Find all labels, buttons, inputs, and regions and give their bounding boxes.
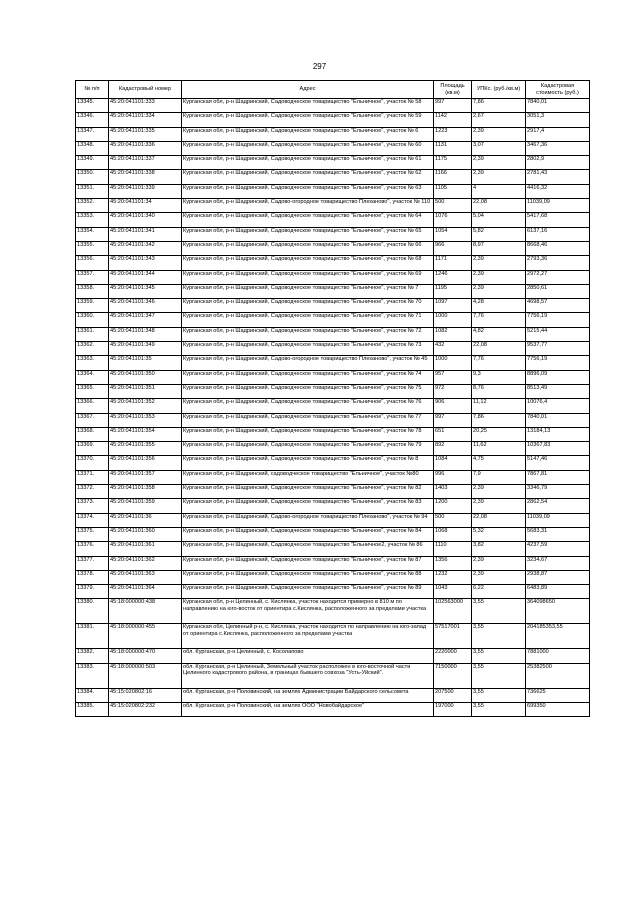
table-row xyxy=(76,327,590,341)
cell-cadastral-value: 3346,79 xyxy=(526,485,590,499)
cell-area: 1000 xyxy=(434,313,472,327)
table-row xyxy=(76,241,590,255)
cell-cadastral-value: 6483,89 xyxy=(526,585,590,599)
cell-row-number: 13364. xyxy=(76,370,109,384)
table-row xyxy=(76,688,590,702)
cell-area: 500 xyxy=(434,199,472,213)
cell-area: 972 xyxy=(434,384,472,398)
cell-cadastral-number: 45:20:041101:351 xyxy=(109,384,182,398)
cell-row-number: 13356. xyxy=(76,256,109,270)
cell-address: Курганская обл, р-н Шадринский, Садово-огородное товарищество Плеханово", участок № 110 xyxy=(182,199,434,213)
cell-cadastral-value: 7881000 xyxy=(526,649,590,663)
cell-address: Курганская обл, р-н Целинный, с. Кислянка, участок находится примерно в 810 м по направлению на юго-восток от ориентира с.Кислянка, расположенного за пределами участка xyxy=(182,599,434,624)
cell-row-number: 13374. xyxy=(76,513,109,527)
table-row xyxy=(76,127,590,141)
cell-cadastral-value: 25382500 xyxy=(526,663,590,688)
cell-cadastral-value: 5215,44 xyxy=(526,327,590,341)
cell-cadastral-value: 7840,01 xyxy=(526,413,590,427)
cell-area: 1223 xyxy=(434,127,472,141)
cell-upks: 2,39 xyxy=(472,570,526,584)
cell-cadastral-value: 7756,19 xyxy=(526,313,590,327)
cell-cadastral-value: 8668,46 xyxy=(526,241,590,255)
cell-cadastral-value: 11039,09 xyxy=(526,199,590,213)
cell-upks: 2,39 xyxy=(472,127,526,141)
cell-address: обл. Курганская, р-н Целинный, Земельный участок расположен в юго-восточной части Целинного кадастрового района, в границах бывшего совхоза "Усть-Уйский". xyxy=(182,663,434,688)
cell-area: 1054 xyxy=(434,227,472,241)
cell-address: Курганская обл, р-н Шадринский, Садоводческое товарищество "Ельничное", участок № 83 xyxy=(182,499,434,513)
cell-upks: 8,97 xyxy=(472,241,526,255)
cell-cadastral-value: 10076,4 xyxy=(526,399,590,413)
page-number: 297 xyxy=(312,62,327,71)
table-row xyxy=(76,513,590,527)
cell-cadastral-number: 45:20:041101:358 xyxy=(109,485,182,499)
cell-area: 1105 xyxy=(434,184,472,198)
cell-area: 500 xyxy=(434,513,472,527)
cell-cadastral-number: 45:20:041101:359 xyxy=(109,499,182,513)
cell-address: Курганская обл, р-н Шадринский, Садоводческое товарищество "Ельничное", участок № 73 xyxy=(182,342,434,356)
cell-area: 1171 xyxy=(434,256,472,270)
cell-row-number: 13383. xyxy=(76,663,109,688)
cell-row-number: 13347. xyxy=(76,127,109,141)
table-row xyxy=(76,213,590,227)
cell-row-number: 13365. xyxy=(76,384,109,398)
cell-cadastral-number: 45:20:041101:349 xyxy=(109,342,182,356)
cell-row-number: 13378. xyxy=(76,570,109,584)
cell-area: 1110 xyxy=(434,542,472,556)
cell-cadastral-number: 45:20:041101:340 xyxy=(109,213,182,227)
table-header-row xyxy=(76,81,590,99)
table-row xyxy=(76,370,590,384)
cell-row-number: 13353. xyxy=(76,213,109,227)
cell-address: Курганская обл, р-н Шадринский, Садоводческое товарищество "Ельничное", участок № 71 xyxy=(182,313,434,327)
table-row xyxy=(76,499,590,513)
cell-cadastral-value: 2972,27 xyxy=(526,270,590,284)
cell-cadastral-number: 45:18:000000:503 xyxy=(109,663,182,688)
cell-row-number: 13384. xyxy=(76,688,109,702)
cadastral-table xyxy=(75,80,590,717)
cell-cadastral-value: 7756,19 xyxy=(526,356,590,370)
cell-upks: 2,39 xyxy=(472,499,526,513)
cell-row-number: 13382. xyxy=(76,649,109,663)
cell-cadastral-number: 45:20:041101:36 xyxy=(109,513,182,527)
cell-cadastral-value: 3467,36 xyxy=(526,141,590,155)
cell-cadastral-number: 45:20:041101:335 xyxy=(109,127,182,141)
cell-upks: 22,08 xyxy=(472,342,526,356)
table-row xyxy=(76,99,590,113)
cell-area: 906 xyxy=(434,399,472,413)
cell-upks: 3,07 xyxy=(472,141,526,155)
cell-address: Курганская обл, р-н Шадринский, Садоводческое товарищество "Ельничное", участок № 84 xyxy=(182,527,434,541)
cell-upks: 3,55 xyxy=(472,649,526,663)
cell-row-number: 13346. xyxy=(76,113,109,127)
cell-address: Курганская обл, р-н Шадринский, Садоводческое товарищество "Ельничное", участок № 59 xyxy=(182,113,434,127)
cell-row-number: 13375. xyxy=(76,527,109,541)
cell-upks: 8,76 xyxy=(472,384,526,398)
cell-upks: 4 xyxy=(472,184,526,198)
cell-row-number: 13361. xyxy=(76,327,109,341)
table-row xyxy=(76,170,590,184)
cell-row-number: 13367. xyxy=(76,413,109,427)
cell-cadastral-number: 45:18:000000:438 xyxy=(109,599,182,624)
table-row xyxy=(76,663,590,688)
cell-upks: 7,76 xyxy=(472,356,526,370)
cell-upks: 5,32 xyxy=(472,527,526,541)
cell-row-number: 13377. xyxy=(76,556,109,570)
cell-address: Курганская обл, р-н Шадринский, Садоводческое товарищество "Ельничное", участок № 87 xyxy=(182,556,434,570)
table-row xyxy=(76,184,590,198)
cell-upks: 2,39 xyxy=(472,256,526,270)
cell-cadastral-number: 45:20:041101:343 xyxy=(109,256,182,270)
cell-address: Курганская обл, р-н Шадринский, садоводческое товарищество "Ельничное", участок №80 xyxy=(182,470,434,484)
cell-upks: 4,75 xyxy=(472,456,526,470)
cell-cadastral-value: 2793,36 xyxy=(526,256,590,270)
cell-cadastral-value: 2850,61 xyxy=(526,284,590,298)
cell-row-number: 13373. xyxy=(76,499,109,513)
cell-address: Курганская обл, р-н Шадринский, Садоводческое товарищество "Ельничное", участок № 64 xyxy=(182,213,434,227)
cell-cadastral-number: 45:20:041101:352 xyxy=(109,399,182,413)
cell-cadastral-value: 4416,32 xyxy=(526,184,590,198)
cell-cadastral-value: 8896,09 xyxy=(526,370,590,384)
cell-cadastral-number: 45:20:041101:346 xyxy=(109,299,182,313)
cell-area: 197000 xyxy=(434,702,472,716)
cell-row-number: 13355. xyxy=(76,241,109,255)
table-row xyxy=(76,199,590,213)
cell-area: 1068 xyxy=(434,527,472,541)
cell-address: Курганская обл, р-н Шадринский, Садоводческое товарищество "Ельничное", участок № 89 xyxy=(182,585,434,599)
cell-upks: 11,12 xyxy=(472,399,526,413)
cell-address: Курганская обл, р-н Шадринский, Садоводческое товарищество "Ельничное", участок № 74 xyxy=(182,370,434,384)
cell-cadastral-number: 45:20:041101:362 xyxy=(109,556,182,570)
cell-cadastral-value: 2802,9 xyxy=(526,156,590,170)
header-cadastral-value: Кадастровая стоимость (руб.) xyxy=(526,81,590,99)
cell-cadastral-value: 2917,4 xyxy=(526,127,590,141)
cell-address: Курганская обл, р-н Шадринский, Садоводческое товарищество "Ельничное", участок № 76 xyxy=(182,399,434,413)
table-row xyxy=(76,356,590,370)
cell-row-number: 13348. xyxy=(76,141,109,155)
cell-row-number: 13349. xyxy=(76,156,109,170)
cell-upks: 2,67 xyxy=(472,113,526,127)
cell-area: 207500 xyxy=(434,688,472,702)
cell-cadastral-number: 45:20:041101:342 xyxy=(109,241,182,255)
cell-upks: 2,39 xyxy=(472,170,526,184)
table-row xyxy=(76,542,590,556)
cell-area: 1166 xyxy=(434,170,472,184)
cell-area: 432 xyxy=(434,342,472,356)
cell-cadastral-number: 45:20:041101:363 xyxy=(109,570,182,584)
cell-cadastral-number: 45:20:041101:35 xyxy=(109,356,182,370)
cell-cadastral-value: 10367,83 xyxy=(526,442,590,456)
cell-upks: 22,08 xyxy=(472,199,526,213)
cell-upks: 20,25 xyxy=(472,427,526,441)
cell-cadastral-number: 45:20:041101:348 xyxy=(109,327,182,341)
table-row xyxy=(76,413,590,427)
cell-address: Курганская обл, р-н Шадринский, Садово-огородное товарищество Плеханово", участок № 94 xyxy=(182,513,434,527)
cell-cadastral-value: 699350 xyxy=(526,702,590,716)
cell-area: 1246 xyxy=(434,270,472,284)
cell-row-number: 13357. xyxy=(76,270,109,284)
cell-area: 1142 xyxy=(434,113,472,127)
cell-upks: 2,39 xyxy=(472,156,526,170)
cell-area: 651 xyxy=(434,427,472,441)
cell-cadastral-number: 45:20:041101:334 xyxy=(109,113,182,127)
cell-area: 2220000 xyxy=(434,649,472,663)
cell-row-number: 13379. xyxy=(76,585,109,599)
cell-cadastral-value: 8513,49 xyxy=(526,384,590,398)
cell-row-number: 13360. xyxy=(76,313,109,327)
cell-cadastral-value: 2781,43 xyxy=(526,170,590,184)
table-row xyxy=(76,570,590,584)
cell-upks: 4,82 xyxy=(472,327,526,341)
cell-row-number: 13345. xyxy=(76,99,109,113)
cell-address: Курганская обл, р-н Шадринский, Садоводческое товарищество "Ельничное", участок № 65 xyxy=(182,227,434,241)
table-row xyxy=(76,442,590,456)
cell-area: 1084 xyxy=(434,456,472,470)
table-row xyxy=(76,649,590,663)
cell-upks: 2,39 xyxy=(472,485,526,499)
cell-row-number: 13380. xyxy=(76,599,109,624)
cell-cadastral-value: 7867,81 xyxy=(526,470,590,484)
cell-area: 1175 xyxy=(434,156,472,170)
cell-cadastral-number: 45:20:041101:336 xyxy=(109,141,182,155)
cell-row-number: 13376. xyxy=(76,542,109,556)
cell-address: Курганская обл, р-н Шадринский, Садоводческое товарищество "Ельничное", участок № 58 xyxy=(182,99,434,113)
cell-area: 57517001 xyxy=(434,624,472,649)
cell-upks: 7,9 xyxy=(472,470,526,484)
cell-row-number: 13370. xyxy=(76,456,109,470)
cell-upks: 3,55 xyxy=(472,663,526,688)
cell-area: 957 xyxy=(434,370,472,384)
cell-area: 102563000 xyxy=(434,599,472,624)
cell-upks: 7,76 xyxy=(472,313,526,327)
cell-address: Курганская обл, р-н Шадринский, Садоводческое товарищество "Ельничное", участок № 66 xyxy=(182,241,434,255)
cell-upks: 6,22 xyxy=(472,585,526,599)
cell-cadastral-value: 2938,87 xyxy=(526,570,590,584)
cell-cadastral-number: 45:20:041101:339 xyxy=(109,184,182,198)
cell-cadastral-number: 45:18:000000:470 xyxy=(109,649,182,663)
cell-area: 997 xyxy=(434,99,472,113)
cell-address: Курганская обл, р-н Шадринский, Садоводческое товарищество "Ельничное", участок № 6 xyxy=(182,127,434,141)
cell-area: 1082 xyxy=(434,327,472,341)
cell-area: 1043 xyxy=(434,585,472,599)
header-area: Площадь (кв.м) xyxy=(434,81,472,99)
cell-area: 1200 xyxy=(434,499,472,513)
cell-address: Курганская обл, р-н Шадринский, Садоводческое товарищество "Ельничное", участок № 72 xyxy=(182,327,434,341)
cell-row-number: 13369. xyxy=(76,442,109,456)
cell-address: обл. Курганская, р-н Половинский, на землях ООО "Новобайдарское" xyxy=(182,702,434,716)
cell-cadastral-number: 45:18:000000:455 xyxy=(109,624,182,649)
cell-address: Курганская обл, р-н Шадринский, Садоводческое товарищество "Ельничное", участок № 68 xyxy=(182,256,434,270)
header-upks: УПКс. (руб./кв.м) xyxy=(472,81,526,99)
cell-row-number: 13359. xyxy=(76,299,109,313)
cell-row-number: 13354. xyxy=(76,227,109,241)
cell-area: 1403 xyxy=(434,485,472,499)
cell-row-number: 13350. xyxy=(76,170,109,184)
cell-cadastral-number: 45:20:041101:338 xyxy=(109,170,182,184)
cell-cadastral-value: 5147,46 xyxy=(526,456,590,470)
cell-cadastral-value: 5683,31 xyxy=(526,527,590,541)
table-row xyxy=(76,470,590,484)
cell-cadastral-number: 45:20:041101:355 xyxy=(109,442,182,456)
cell-area: 966 xyxy=(434,241,472,255)
cell-row-number: 13368. xyxy=(76,427,109,441)
table-row xyxy=(76,399,590,413)
cell-address: обл. Курганская, р-н Целинный, с. Косолапово xyxy=(182,649,434,663)
cell-upks: 3,55 xyxy=(472,688,526,702)
cell-area: 1076 xyxy=(434,213,472,227)
cell-area: 1000 xyxy=(434,356,472,370)
cell-upks: 3,55 xyxy=(472,702,526,716)
cell-cadastral-number: 45:20:041101:344 xyxy=(109,270,182,284)
cell-cadastral-number: 45:20:041101:350 xyxy=(109,370,182,384)
cell-row-number: 13362. xyxy=(76,342,109,356)
table-row xyxy=(76,599,590,624)
cell-upks: 11,62 xyxy=(472,442,526,456)
cell-cadastral-number: 45:20:041101:354 xyxy=(109,427,182,441)
cell-upks: 2,39 xyxy=(472,556,526,570)
cell-address: Курганская обл, р-н Шадринский, Садоводческое товарищество "Ельничное", участок № 7 xyxy=(182,284,434,298)
cell-cadastral-number: 45:20:041101:333 xyxy=(109,99,182,113)
cell-cadastral-number: 45:20:041101:360 xyxy=(109,527,182,541)
cell-address: Курганская обл, р-н Шадринский, Садоводческое товарищество "Ельничное", участок № 60 xyxy=(182,141,434,155)
cell-address: Курганская обл, р-н Шадринский, Садоводческое товарищество "Ельничное", участок № 78 xyxy=(182,427,434,441)
table-row xyxy=(76,527,590,541)
cell-cadastral-value: 3234,67 xyxy=(526,556,590,570)
cell-upks: 22,08 xyxy=(472,513,526,527)
cell-upks: 5,04 xyxy=(472,213,526,227)
table-row xyxy=(76,270,590,284)
cell-area: 1195 xyxy=(434,284,472,298)
cell-area: 996 xyxy=(434,470,472,484)
header-address: Адрес xyxy=(182,81,434,99)
cell-address: Курганская обл, р-н Шадринский, Садоводческое товарищество "Ельничное", участок № 70 xyxy=(182,299,434,313)
table-row xyxy=(76,342,590,356)
cell-address: Курганская обл, р-н Шадринский, Садоводческое товарищество "Ельничное", участок № 62 xyxy=(182,170,434,184)
cell-address: обл. Курганская, р-н Половинский, на землях Администрации Байдарского сельсовета xyxy=(182,688,434,702)
cell-area: 1232 xyxy=(434,570,472,584)
cell-cadastral-value: 6137,16 xyxy=(526,227,590,241)
cell-address: Курганская обл, р-н Шадринский, Садоводческое товарищество "Ельничное", участок № 82 xyxy=(182,485,434,499)
cell-upks: 3,82 xyxy=(472,542,526,556)
cell-upks: 7,86 xyxy=(472,413,526,427)
cell-cadastral-number: 45:20:041101:364 xyxy=(109,585,182,599)
cell-area: 1131 xyxy=(434,141,472,155)
table-row xyxy=(76,585,590,599)
cell-upks: 2,39 xyxy=(472,270,526,284)
table-row xyxy=(76,456,590,470)
header-cadastral-number: Кадастровый номер xyxy=(109,81,182,99)
table-row xyxy=(76,256,590,270)
cell-address: Курганская обл, р-н Шадринский, Садоводческое товарищество "Ельничное", участок № 69 xyxy=(182,270,434,284)
cell-address: Курганская обл, р-н Шадринский, Садово-огородное товарищество Плеханово", участок № 45 xyxy=(182,356,434,370)
cell-address: Курганская обл, р-н Шадринский, Садоводческое товарищество "Ельничное", участок № 79 xyxy=(182,442,434,456)
cell-row-number: 13385. xyxy=(76,702,109,716)
cell-cadastral-value: 204185353,55 xyxy=(526,624,590,649)
cell-cadastral-number: 45:20:041101:345 xyxy=(109,284,182,298)
cell-upks: 9,3 xyxy=(472,370,526,384)
table-row xyxy=(76,485,590,499)
cell-cadastral-number: 45:15:020802:16 xyxy=(109,688,182,702)
table-row xyxy=(76,427,590,441)
cell-area: 892 xyxy=(434,442,472,456)
cell-address: Курганская обл, р-н Шадринский, Садоводческое товарищество "Ельничное", участок № 88 xyxy=(182,570,434,584)
table-row xyxy=(76,156,590,170)
table-row xyxy=(76,702,590,716)
cell-upks: 4,28 xyxy=(472,299,526,313)
cell-cadastral-number: 45:20:041101:361 xyxy=(109,542,182,556)
cell-cadastral-value: 4698,57 xyxy=(526,299,590,313)
cell-row-number: 13366. xyxy=(76,399,109,413)
cell-cadastral-value: 364098650 xyxy=(526,599,590,624)
table-row xyxy=(76,624,590,649)
table-row xyxy=(76,299,590,313)
header-num: № п/п xyxy=(76,81,109,99)
table-row xyxy=(76,113,590,127)
cell-address: Курганская обл, р-н Шадринский, Садоводческое товарищество "Ельничное", участок № 8 xyxy=(182,456,434,470)
cell-row-number: 13381. xyxy=(76,624,109,649)
cell-cadastral-number: 45:15:020802:232 xyxy=(109,702,182,716)
cell-upks: 5,82 xyxy=(472,227,526,241)
cell-row-number: 13372. xyxy=(76,485,109,499)
cell-area: 1097 xyxy=(434,299,472,313)
cell-cadastral-value: 11039,09 xyxy=(526,513,590,527)
cell-address: Курганская обл, р-н Шадринский, Садоводческое товарищество "Ельничное", участок № 75 xyxy=(182,384,434,398)
table-row xyxy=(76,556,590,570)
cell-cadastral-value: 4237,59 xyxy=(526,542,590,556)
cell-cadastral-number: 45:20:041101:356 xyxy=(109,456,182,470)
table-row xyxy=(76,313,590,327)
cell-address: Курганская обл, р-н Шадринский, Садоводческое товарищество "Ельничное", участок № 63 xyxy=(182,184,434,198)
cell-address: Курганская обл, р-н Шадринский, Садоводческое товарищество "Ельничное", участок № 77 xyxy=(182,413,434,427)
table-row xyxy=(76,384,590,398)
cell-area: 997 xyxy=(434,413,472,427)
cell-address: Курганская обл, р-н Шадринский, Садоводческое товарищество "Ельничное", участок № 61 xyxy=(182,156,434,170)
cell-cadastral-value: 3051,3 xyxy=(526,113,590,127)
cell-cadastral-value: 2862,54 xyxy=(526,499,590,513)
cell-row-number: 13358. xyxy=(76,284,109,298)
cell-row-number: 13363. xyxy=(76,356,109,370)
cell-cadastral-value: 736625 xyxy=(526,688,590,702)
cell-area: 7150000 xyxy=(434,663,472,688)
cell-row-number: 13352. xyxy=(76,199,109,213)
cell-cadastral-value: 13184,13 xyxy=(526,427,590,441)
cell-address: Курганская обл, Целинный р-н, с. Кислянка, участок находится по направлению на юго-запад от ориентира с.Кислянка, расположенного за пределами участка xyxy=(182,624,434,649)
cell-address: Курганская обл, р-н Шадринский, Садоводческое товарищество "Ельничное2, участок № 86 xyxy=(182,542,434,556)
cell-row-number: 13371. xyxy=(76,470,109,484)
table-row xyxy=(76,141,590,155)
cell-cadastral-number: 45:20:041101:341 xyxy=(109,227,182,241)
cell-cadastral-number: 45:20:041101:357 xyxy=(109,470,182,484)
cell-cadastral-number: 45:20:041101:353 xyxy=(109,413,182,427)
table-row xyxy=(76,227,590,241)
cell-upks: 3,55 xyxy=(472,624,526,649)
table-row xyxy=(76,284,590,298)
cell-cadastral-number: 45:20:041101:34 xyxy=(109,199,182,213)
cell-row-number: 13351. xyxy=(76,184,109,198)
cell-upks: 7,86 xyxy=(472,99,526,113)
cell-upks: 3,55 xyxy=(472,599,526,624)
cell-upks: 2,39 xyxy=(472,284,526,298)
cell-cadastral-number: 45:20:041101:337 xyxy=(109,156,182,170)
cell-area: 1356 xyxy=(434,556,472,570)
cell-cadastral-value: 7840,01 xyxy=(526,99,590,113)
cell-cadastral-value: 9537,77 xyxy=(526,342,590,356)
cell-cadastral-number: 45:20:041101:347 xyxy=(109,313,182,327)
cell-cadastral-value: 5417,68 xyxy=(526,213,590,227)
